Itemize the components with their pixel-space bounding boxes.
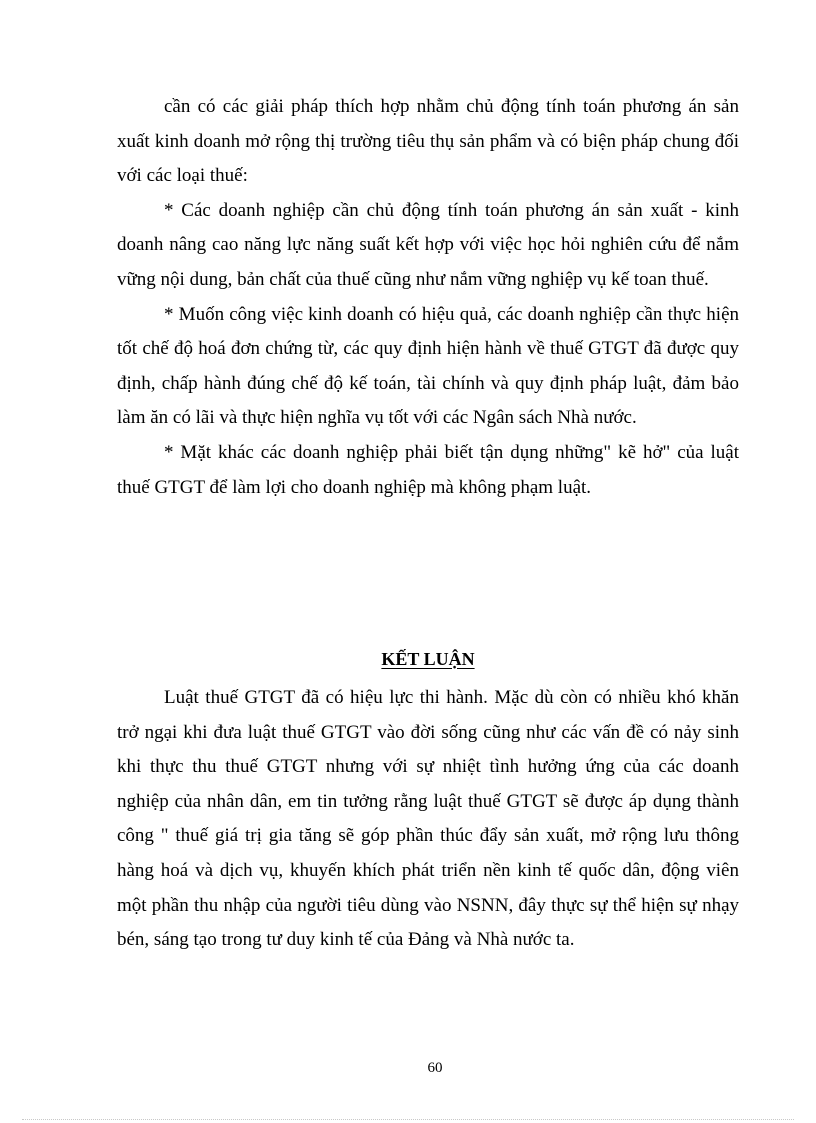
- paragraph-bullet-3: * Mặt khác các doanh nghiệp phải biết tận dụng những" kẽ hở" của luật thuế GTGT để làm lợi cho doanh nghiệp mà không phạm luật.: [117, 441, 739, 498]
- conclusion-paragraph: Luật thuế GTGT đã có hiệu lực thi hành. Mặc dù còn có nhiều khó khăn trở ngại khi đưa luật thuế GTGT vào đời sống cũng như các vấn đề có nảy sinh khi thực thu thuế GTGT nhưng với sự nhiệt tình hưởng ứng của các doanh nghiệp của nhân dân, em tin tưởng rằng luật thuế GTGT sẽ được áp dụng thành công " thuế giá trị gia tăng sẽ góp phần thúc đẩy sản xuất, mở rộng lưu thông hàng hoá và dịch vụ, khuyến khích phát triển nền kinh tế quốc dân, động viên một phần thu nhập của người tiêu dùng vào NSNN, đây thực sự thể hiện sự nhạy bén, sáng tạo trong tư duy kinh tế của Đảng và Nhà nước ta.: [117, 687, 739, 951]
- conclusion-body: [117, 681, 739, 958]
- paragraph-bullet-1: * Các doanh nghiệp cần chủ động tính toán phương án sản xuất - kinh doanh nâng cao năng lực năng suất kết hợp với việc học hỏi nghiên cứu để nắm vững nội dung, bản chất của thuế cũng như nắm vững nghiệp vụ kế toan thuế.: [117, 199, 739, 290]
- body-text: [117, 90, 739, 505]
- paragraph-bullet-2: * Muốn công việc kinh doanh có hiệu quả, các doanh nghiệp cần thực hiện tốt chế độ hoá đơn chứng từ, các quy định hiện hành về thuế GTGT đã được quy định, chấp hành đúng chế độ kế toán, tài chính và quy định pháp luật, đảm bảo làm ăn có lãi và thực hiện nghĩa vụ tốt với các Ngân sách Nhà nước.: [117, 303, 739, 429]
- conclusion-heading: KẾT LUẬN: [381, 649, 475, 669]
- bottom-divider: [22, 1119, 794, 1120]
- page-number: 60: [427, 1060, 443, 1076]
- paragraph-intro: cần có các giải pháp thích hợp nhằm chủ động tính toán phương án sản xuất kinh doanh mở rộng thị trường tiêu thụ sản phẩm và có biện pháp chung đối với các loại thuế:: [117, 96, 739, 187]
